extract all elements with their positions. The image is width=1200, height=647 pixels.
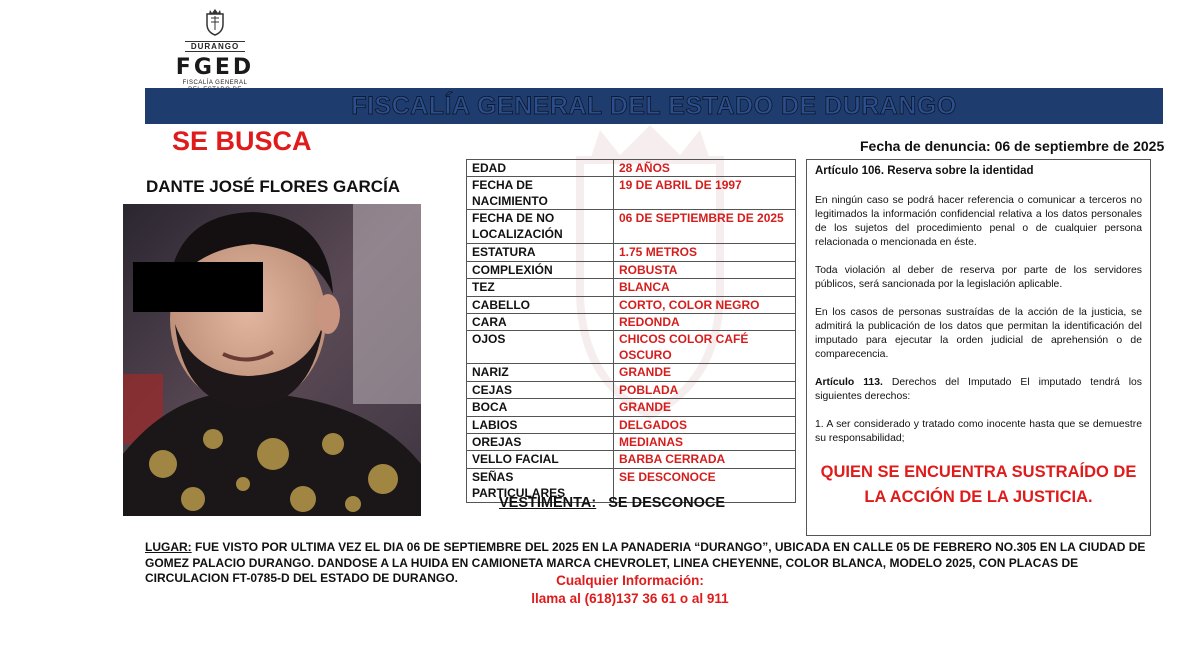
datos-value: ROBUSTA	[614, 261, 796, 278]
datos-value: POBLADA	[614, 381, 796, 398]
datos-value: GRANDE	[614, 364, 796, 381]
banner-title: FISCALÍA GENERAL DEL ESTADO DE DURANGO	[351, 92, 957, 120]
vestimenta-value: SE DESCONOCE	[608, 495, 726, 511]
vestimenta-label: VESTIMENTA:	[499, 495, 597, 511]
contact-line-1: Cualquier Información:	[556, 573, 704, 588]
datos-row	[467, 381, 796, 398]
datos-label: NARIZ	[467, 364, 614, 381]
datos-label: FECHA DE NACIMIENTO	[467, 177, 614, 210]
datos-row	[467, 296, 796, 313]
datos-label: ESTATURA	[467, 244, 614, 261]
datos-value: 06 DE SEPTIEMBRE DE 2025	[614, 210, 796, 244]
articulo-p1: En ningún caso se podrá hacer referencia o comunicar a terceros no legitimados la información confidencial relativa a los datos personales de los sujetos del procedimiento penal o de cualquier persona relacionada o mencionada en éste.	[815, 195, 1142, 248]
datos-label: CARA	[467, 313, 614, 330]
datos-value: MEDIANAS	[614, 433, 796, 450]
datos-value: DELGADOS	[614, 416, 796, 433]
datos-value: GRANDE	[614, 399, 796, 416]
datos-label: COMPLEXIÓN	[467, 261, 614, 278]
logo-durango-text: DURANGO	[185, 41, 245, 52]
contact-info	[480, 572, 780, 608]
datos-label: TEZ	[467, 279, 614, 296]
datos-row	[467, 313, 796, 330]
datos-value: CHICOS COLOR CAFÉ OSCURO	[614, 331, 796, 364]
lugar-label: LUGAR:	[145, 540, 192, 554]
datos-label: CABELLO	[467, 296, 614, 313]
datos-label: CEJAS	[467, 381, 614, 398]
articulo-113-title: Artículo 113.	[815, 377, 883, 388]
datos-value: 19 DE ABRIL DE 1997	[614, 177, 796, 210]
person-photo	[123, 204, 421, 516]
datos-label: BOCA	[467, 399, 614, 416]
contact-phone: llama al (618)137 36 61 o al 911	[531, 591, 729, 606]
logo-acronym: FGED	[175, 55, 255, 80]
datos-value: CORTO, COLOR NEGRO	[614, 296, 796, 313]
datos-row	[467, 416, 796, 433]
person-name: DANTE JOSÉ FLORES GARCÍA	[146, 177, 401, 196]
datos-row	[467, 244, 796, 261]
datos-row	[467, 364, 796, 381]
datos-row	[467, 279, 796, 296]
se-busca-heading: SE BUSCA	[172, 126, 312, 156]
datos-row	[467, 210, 796, 244]
datos-value: REDONDA	[614, 313, 796, 330]
articulos-box	[806, 159, 1151, 536]
articulo-106-title: Artículo 106. Reserva sobre la identidad	[815, 165, 1034, 177]
datos-value: BARBA CERRADA	[614, 451, 796, 468]
articulo-p3: En los casos de personas sustraídas de la acción de la justicia, se admitirá la publicación de los datos que permitan la identificación del imputado para ejecutar la orden judicial de aprehensión o de comparecencia.	[815, 307, 1142, 360]
coat-of-arms-icon	[202, 8, 228, 36]
datos-row	[467, 160, 796, 177]
datos-table	[466, 159, 796, 503]
articulo-p5: 1. A ser considerado y tratado como inocente hasta que se demuestre su responsabilidad;	[815, 419, 1142, 444]
datos-value: BLANCA	[614, 279, 796, 296]
alert-sustraido: QUIEN SE ENCUENTRA SUSTRAÍDO DE LA ACCIÓN DE LA JUSTICIA.	[820, 463, 1137, 506]
datos-value: SE DESCONOCE	[614, 468, 796, 502]
datos-label: OJOS	[467, 331, 614, 364]
datos-label: OREJAS	[467, 433, 614, 450]
lugar-text: FUE VISTO POR ULTIMA VEZ EL DIA 06 DE SEPTIEMBRE DEL 2025 EN LA PANADERIA “DURANGO”, UBICADA EN CALLE 05 DE FEBRERO NO.305 EN LA CIUDAD DE GOMEZ PALACIO DURANGO. DANDOSE A LA HUIDA EN CAMIONETA MARCA CHEVROLET, LINEA CHEYENNE, COLOR BLANCA, MODELO 2025, CON PLACAS DE CIRCULACION FT-0785-D DEL ESTADO DE DURANGO.	[145, 540, 1146, 585]
datos-label: VELLO FACIAL	[467, 451, 614, 468]
datos-row	[467, 177, 796, 210]
datos-value: 28 AÑOS	[614, 160, 796, 177]
datos-row	[467, 399, 796, 416]
datos-row	[467, 261, 796, 278]
datos-row	[467, 451, 796, 468]
datos-label: SEÑAS PARTICULARES	[467, 468, 614, 502]
articulo-113	[815, 376, 1142, 404]
datos-label: EDAD	[467, 160, 614, 177]
fecha-denuncia: Fecha de denuncia: 06 de septiembre de 2025	[860, 138, 1165, 154]
datos-row	[467, 331, 796, 364]
title-banner	[145, 88, 1163, 124]
datos-label: FECHA DE NO LOCALIZACIÓN	[467, 210, 614, 244]
datos-value: 1.75 METROS	[614, 244, 796, 261]
logo-subtitle-1: FISCALÍA GENERAL	[182, 80, 248, 86]
articulo-p2: Toda violación al deber de reserva por parte de los servidores públicos, será sancionada por la legislación aplicable.	[815, 265, 1142, 290]
articulo-113-text: Derechos del Imputado El imputado tendrá los siguientes derechos:	[815, 377, 1142, 402]
datos-label: LABIOS	[467, 416, 614, 433]
datos-row	[467, 433, 796, 450]
vestimenta	[499, 495, 725, 511]
